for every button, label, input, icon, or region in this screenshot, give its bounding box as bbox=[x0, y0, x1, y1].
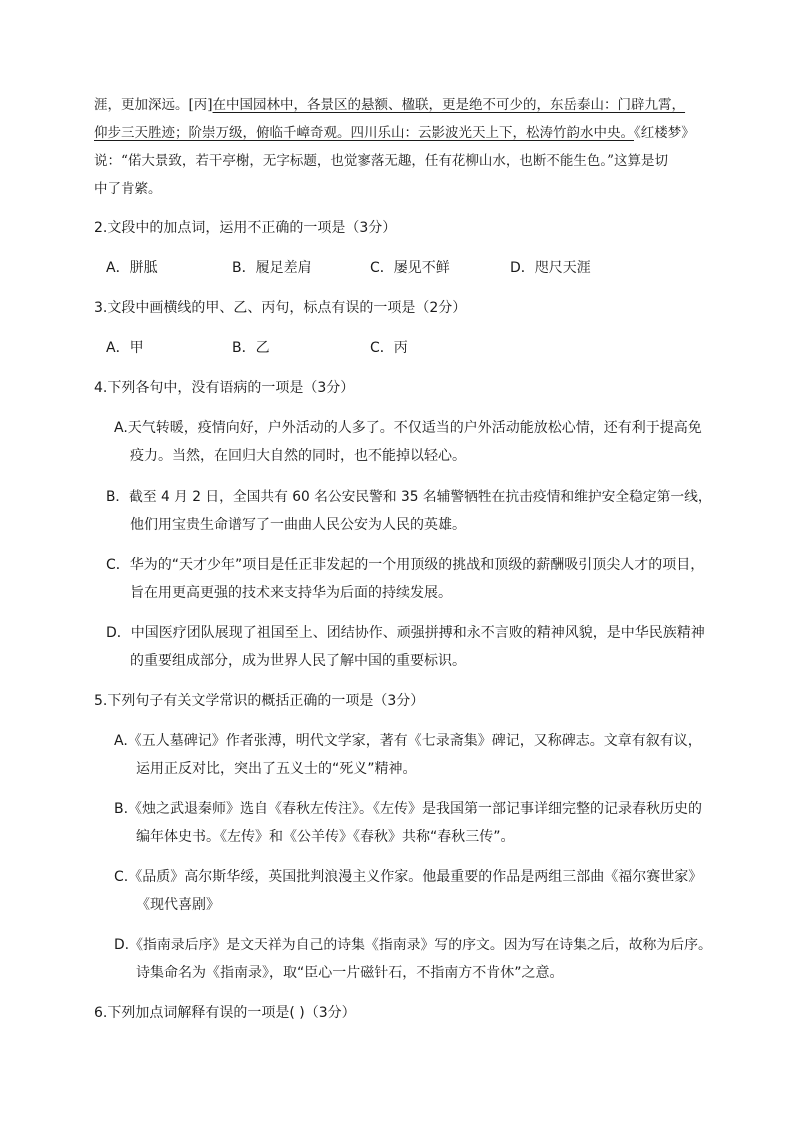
question-3-stem: 3.文段中画横线的甲、乙、丙句，标点有误的一项是（2分） bbox=[94, 300, 467, 316]
question-4-option-b-cont: 他们用宝贵生命谱写了一曲曲人民公安为人民的英雄。 bbox=[130, 517, 466, 533]
option-text: D.《指南录后序》是文天祥为自己的诗集《指南录》写的序文。因为写在诗集之后，故称为后序。 bbox=[114, 937, 712, 953]
question-4-option-d[interactable] bbox=[106, 623, 705, 643]
question-5-option-b[interactable] bbox=[114, 799, 702, 819]
question-5-option-a[interactable] bbox=[114, 731, 702, 751]
underlined-sentence-bing: 仰步三天胜迹；阶崇万级，俯临千嶂奇观。四川乐山：云影波光天上下，松涛竹韵水中央。 bbox=[94, 125, 634, 141]
option-text: B.《烛之武退秦师》选自《春秋左传注》。《左传》是我国第一部记事详细完整的记录春秋历史的 bbox=[114, 801, 703, 817]
question-4-option-c-cont: 旨在用更高更强的技术来支持华为后面的持续发展。 bbox=[130, 585, 452, 601]
passage-text: 《红楼梦》 bbox=[634, 125, 695, 141]
question-5-option-c[interactable] bbox=[114, 867, 702, 887]
question-5-option-d[interactable] bbox=[114, 935, 712, 955]
option-text: B．截至 4 月 2 日，全国共有 60 名公安民警和 35 名辅警牺牲在抗击疫情和维护安全稳定第一线， bbox=[106, 489, 712, 505]
question-4-option-c[interactable] bbox=[106, 555, 704, 575]
question-4-option-a[interactable] bbox=[114, 418, 702, 438]
passage-line-4: 中了肯綮。 bbox=[94, 181, 162, 197]
option-text: C.《品质》高尔斯华绥，英国批判浪漫主义作家。他最重要的作品是两组三部曲《福尔赛世家》 bbox=[114, 869, 703, 885]
question-5-option-c-cont: 《现代喜剧》 bbox=[136, 897, 220, 913]
question-2-option-d[interactable]: D．咫尺天涯 bbox=[510, 260, 591, 276]
passage-line-1 bbox=[94, 95, 685, 115]
question-5-option-b-cont: 编年体史书。《左传》和《公羊传》《春秋》共称“春秋三传”。 bbox=[136, 829, 515, 845]
question-6-stem: 6.下列加点词解释有误的一项是( )（3分） bbox=[94, 1005, 356, 1021]
question-5-stem: 5.下列句子有关文学常识的概括正确的一项是（3分） bbox=[94, 693, 425, 709]
question-2-option-c[interactable]: C．屡见不鲜 bbox=[370, 260, 450, 276]
question-3-option-a[interactable]: A．甲 bbox=[106, 340, 144, 356]
passage-line-3: 说：“偌大景致，若干亭榭，无字标题，也觉寥落无趣，任有花柳山水，也断不能生色。”这算是切 bbox=[94, 153, 669, 169]
question-2-option-a[interactable]: A．胼胝 bbox=[106, 260, 158, 276]
question-4-option-b[interactable] bbox=[106, 487, 712, 507]
underlined-sentence-bing: 在中国园林中，各景区的悬额、楹联，更是绝不可少的，东岳泰山：门辟九霄， bbox=[212, 97, 686, 113]
option-text: C．华为的“天才少年”项目是任正非发起的一个用顶级的挑战和顶级的薪酬吸引顶尖人才的项目， bbox=[106, 557, 705, 573]
question-5-option-a-cont: 运用正反对比，突出了五义士的“死义”精神。 bbox=[136, 761, 417, 777]
passage-line-2 bbox=[94, 123, 695, 143]
option-text: A.《五人墓碑记》作者张溥，明代文学家，著有《七录斋集》碑记，又称碑志。文章有叙有议， bbox=[114, 733, 702, 749]
question-4-stem: 4.下列各句中，没有语病的一项是（3分） bbox=[94, 380, 355, 396]
option-text: D．中国医疗团队展现了祖国至上、团结协作、顽强拼搏和永不言败的精神风貌，是中华民族精神 bbox=[106, 625, 705, 641]
question-2-option-b[interactable]: B．履足差肩 bbox=[232, 260, 312, 276]
question-3-option-b[interactable]: B．乙 bbox=[232, 340, 270, 356]
question-3-option-c[interactable]: C．丙 bbox=[370, 340, 408, 356]
question-4-option-d-cont: 的重要组成部分，成为世界人民了解中国的重要标识。 bbox=[130, 653, 466, 669]
question-5-option-d-cont: 诗集命名为《指南录》，取“臣心一片磁针石，不指南方不肯休”之意。 bbox=[136, 965, 564, 981]
passage-text: 涯，更加深远。[丙] bbox=[94, 97, 213, 113]
question-2-stem: 2.文段中的加点词，运用不正确的一项是（3分） bbox=[94, 220, 397, 236]
question-4-option-a-cont: 疫力。当然，在回归大自然的同时，也不能掉以轻心。 bbox=[130, 448, 466, 464]
option-text: A.天气转暖，疫情向好，户外活动的人多了。不仅适当的户外活动能放松心情，还有利于提高免 bbox=[114, 420, 702, 436]
